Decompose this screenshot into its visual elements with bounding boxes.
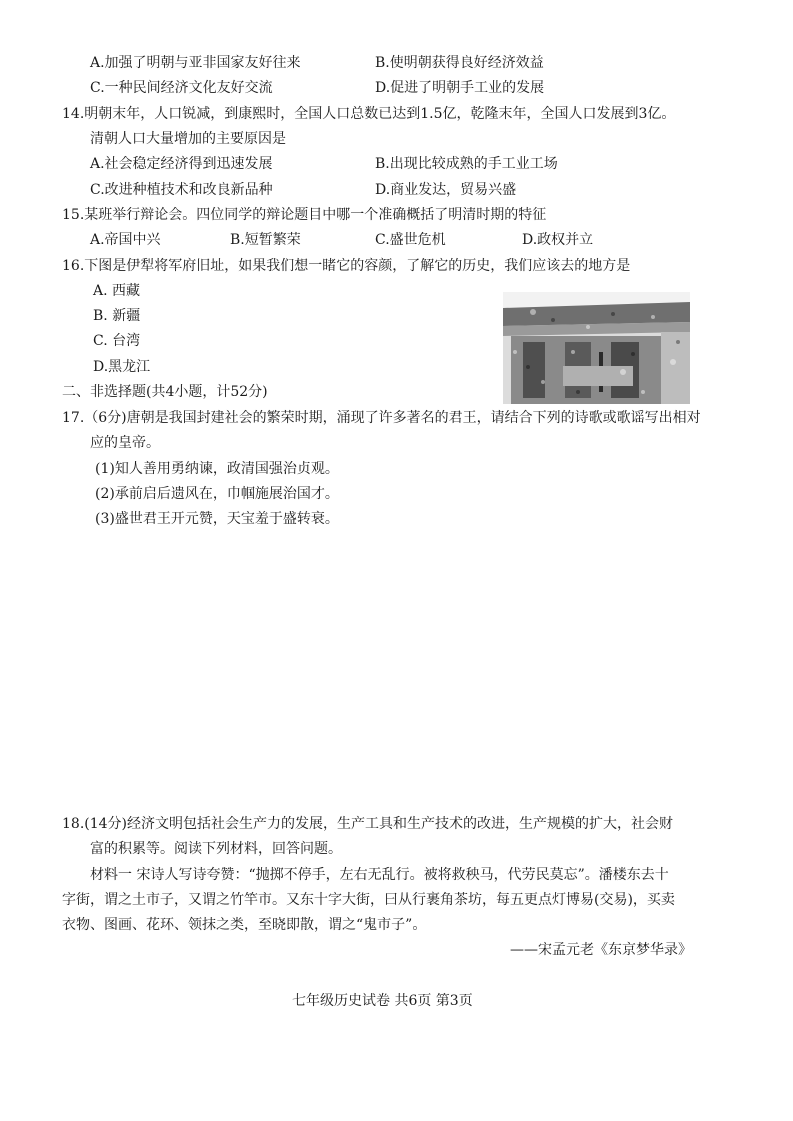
q15-option-b: B.短暂繁荣 xyxy=(230,232,301,248)
q18-stem-line1: 18.(14分)经济文明包括社会生产力的发展，生产工具和生产技术的改进，生产规模的扩大，社会财 xyxy=(62,816,674,832)
q15-option-c: C.盛世危机 xyxy=(375,232,446,248)
yili-general-office-photo xyxy=(503,292,690,404)
q13-option-b: B.使明朝获得良好经济效益 xyxy=(375,55,544,71)
q16-option-c: C. 台湾 xyxy=(93,333,141,349)
q16-option-d: D.黑龙江 xyxy=(93,359,151,375)
q16-option-b: B. 新疆 xyxy=(93,308,141,324)
q18-material1-line3: 衣物、图画、花环、领抹之类，至晓即散，谓之“鬼市子”。 xyxy=(62,917,427,933)
q17-stem-line2: 应的皇帝。 xyxy=(90,435,160,451)
q16-option-a: A. 西藏 xyxy=(93,283,141,299)
q14-option-d: D.商业发达，贸易兴盛 xyxy=(375,182,517,198)
q14-stem-line1: 14.明朝末年，人口锐减，到康熙时，全国人口总数已达到1.5亿，乾隆末年，全国人口发展到3亿。 xyxy=(62,106,676,122)
q17-item-3: (3)盛世君王开元赞，天宝羞于盛转衰。 xyxy=(95,511,339,527)
q14-option-b: B.出现比较成熟的手工业工场 xyxy=(375,156,558,172)
q13-option-d: D.促进了明朝手工业的发展 xyxy=(375,80,545,96)
q14-option-c: C.改进种植技术和改良新品种 xyxy=(90,182,273,198)
page-footer: 七年级历史试卷 共6页 第3页 xyxy=(292,993,473,1009)
q17-item-1: (1)知人善用勇纳谏，政清国强治贞观。 xyxy=(95,461,339,477)
q15-stem: 15.某班举行辩论会。四位同学的辩论题目中哪一个准确概括了明清时期的特征 xyxy=(62,207,547,223)
q13-option-c: C.一种民间经济文化友好交流 xyxy=(90,80,273,96)
q14-stem-line2: 清朝人口大量增加的主要原因是 xyxy=(90,131,286,147)
q15-option-a: A.帝国中兴 xyxy=(90,232,161,248)
section-two-heading: 二、非选择题(共4小题，计52分) xyxy=(62,384,268,400)
q17-item-2: (2)承前启后遗风在，巾帼施展治国才。 xyxy=(95,486,339,502)
q17-stem-line1: 17.（6分)唐朝是我国封建社会的繁荣时期，涌现了许多著名的君王，请结合下列的诗歌或歌谣写出相对 xyxy=(62,410,701,426)
q18-material1-line1: 材料一 宋诗人写诗夸赞：“抛掷不停手，左右无乱行。被将救秧马，代劳民莫忘”。潘楼东去十 xyxy=(90,867,669,883)
q13-option-a: A.加强了明朝与亚非国家友好往来 xyxy=(90,55,301,71)
q16-stem: 16.下图是伊犁将军府旧址，如果我们想一睹它的容颜，了解它的历史，我们应该去的地方是 xyxy=(62,258,631,274)
q18-material1-source: ——宋孟元老《东京梦华录》 xyxy=(510,942,692,958)
q18-stem-line2: 富的积累等。阅读下列材料，回答问题。 xyxy=(90,841,342,857)
q18-material1-line2: 字街，谓之土市子，又谓之竹竿市。又东十字大街，曰从行裹角茶坊，每五更点灯博易(交易)，买卖 xyxy=(62,892,675,908)
q14-option-a: A.社会稳定经济得到迅速发展 xyxy=(90,156,273,172)
q15-option-d: D.政权并立 xyxy=(522,232,594,248)
